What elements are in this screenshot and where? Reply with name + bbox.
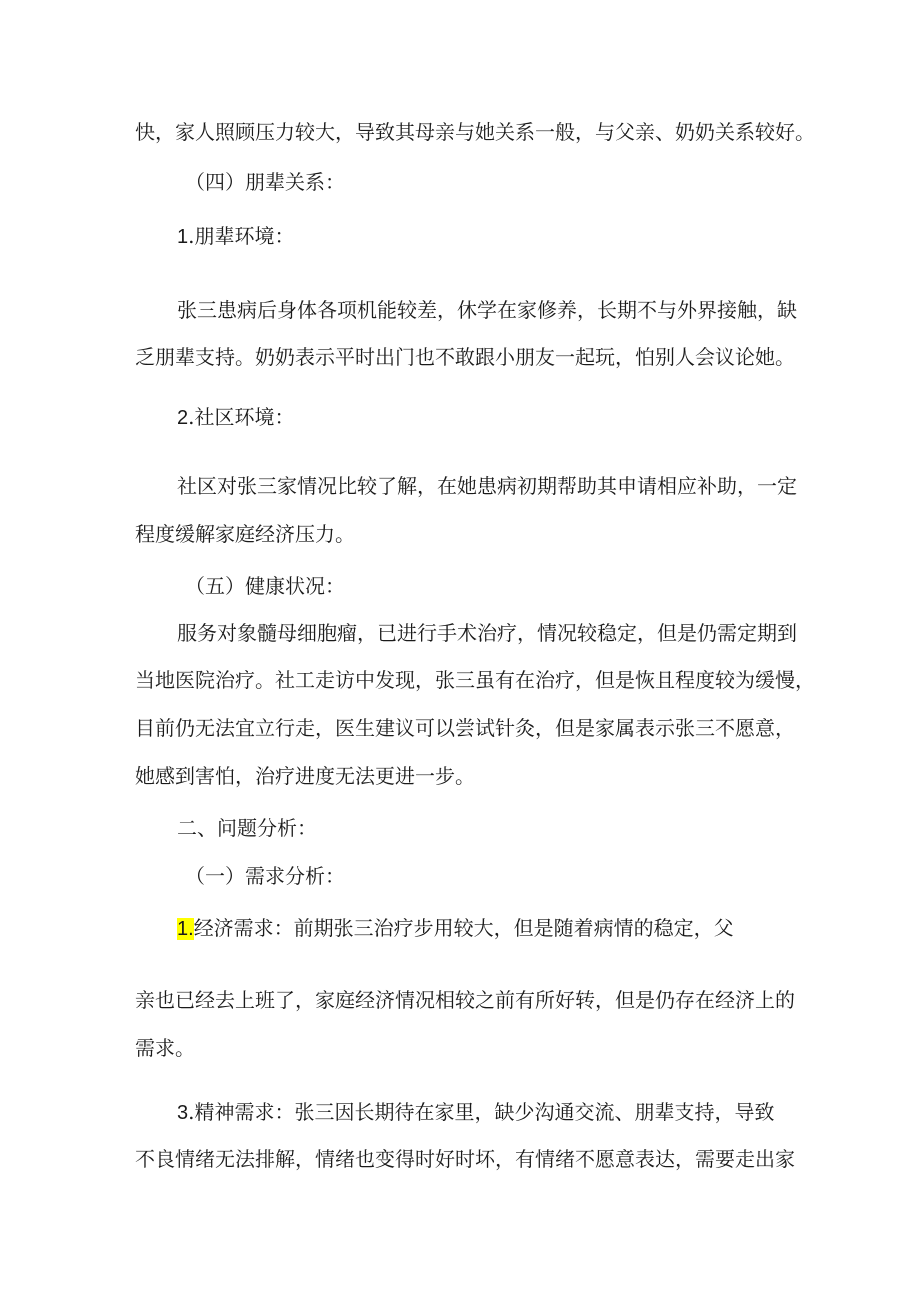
section-heading-needs-analysis: （一）需求分析：: [185, 864, 345, 888]
list-number: 2: [177, 407, 189, 429]
paragraph-line: 乏朋辈支持。奶奶表示平时出门也不敢跟小朋友一起玩，怕别人会议论她。: [135, 345, 795, 369]
subheading-text: .社区环境：: [188, 405, 295, 429]
paragraph-line: 社区对张三家情况比较了解，在她患病初期帮助其申请相应补助，一定: [177, 474, 797, 498]
highlighted-list-number: 1.: [177, 918, 194, 940]
paragraph-line: 目前仍无法宜立行走，医生建议可以尝试针灸，但是家属表示张三不愿意，: [135, 716, 795, 740]
paragraph-line-spiritual-needs: [177, 1098, 774, 1127]
section-heading-problem-analysis: 二、问题分析：: [177, 816, 317, 840]
section-heading-health-status: （五）健康状况：: [185, 574, 345, 598]
list-number: 3: [177, 1102, 189, 1124]
paragraph-line: 服务对象髓母细胞瘤，已进行手术治疗，情况较稳定，但是仍需定期到: [177, 621, 797, 645]
paragraph-text: 经济需求：前期张三治疗步用较大，但是随着病情的稳定，父: [193, 916, 734, 940]
subheading-peer-environment: [177, 222, 294, 251]
paragraph-line: 需求。: [135, 1036, 195, 1060]
list-number: 1: [177, 226, 189, 248]
subheading-community-environment: [177, 403, 294, 432]
section-heading-peer-relations: （四）朋辈关系：: [185, 170, 345, 194]
subheading-text: .朋辈环境：: [188, 224, 295, 248]
paragraph-line: 当地医院治疗。社工走访中发现，张三虽有在治疗，但是恢且程度较为缓慢，: [135, 668, 815, 692]
paragraph-line-economic-needs: [177, 914, 734, 943]
paragraph-line: 快，家人照顾压力较大，导致其母亲与她关系一般，与父亲、奶奶关系较好。: [135, 120, 815, 144]
paragraph-text: .精神需求：张三因长期待在家里，缺少沟通交流、朋辈支持，导致: [188, 1100, 775, 1124]
paragraph-line: 亲也已经去上班了，家庭经济情况相较之前有所好转，但是仍存在经济上的: [135, 988, 795, 1012]
paragraph-line: 张三患病后身体各项机能较差，休学在家修养，长期不与外界接触，缺: [177, 298, 797, 322]
paragraph-line: 她感到害怕，治疗进度无法更进一步。: [135, 764, 475, 788]
paragraph-line: 程度缓解家庭经济压力。: [135, 522, 355, 546]
paragraph-line: 不良情绪无法排解，情绪也变得时好时坏，有情绪不愿意表达，需要走出家: [135, 1147, 795, 1171]
